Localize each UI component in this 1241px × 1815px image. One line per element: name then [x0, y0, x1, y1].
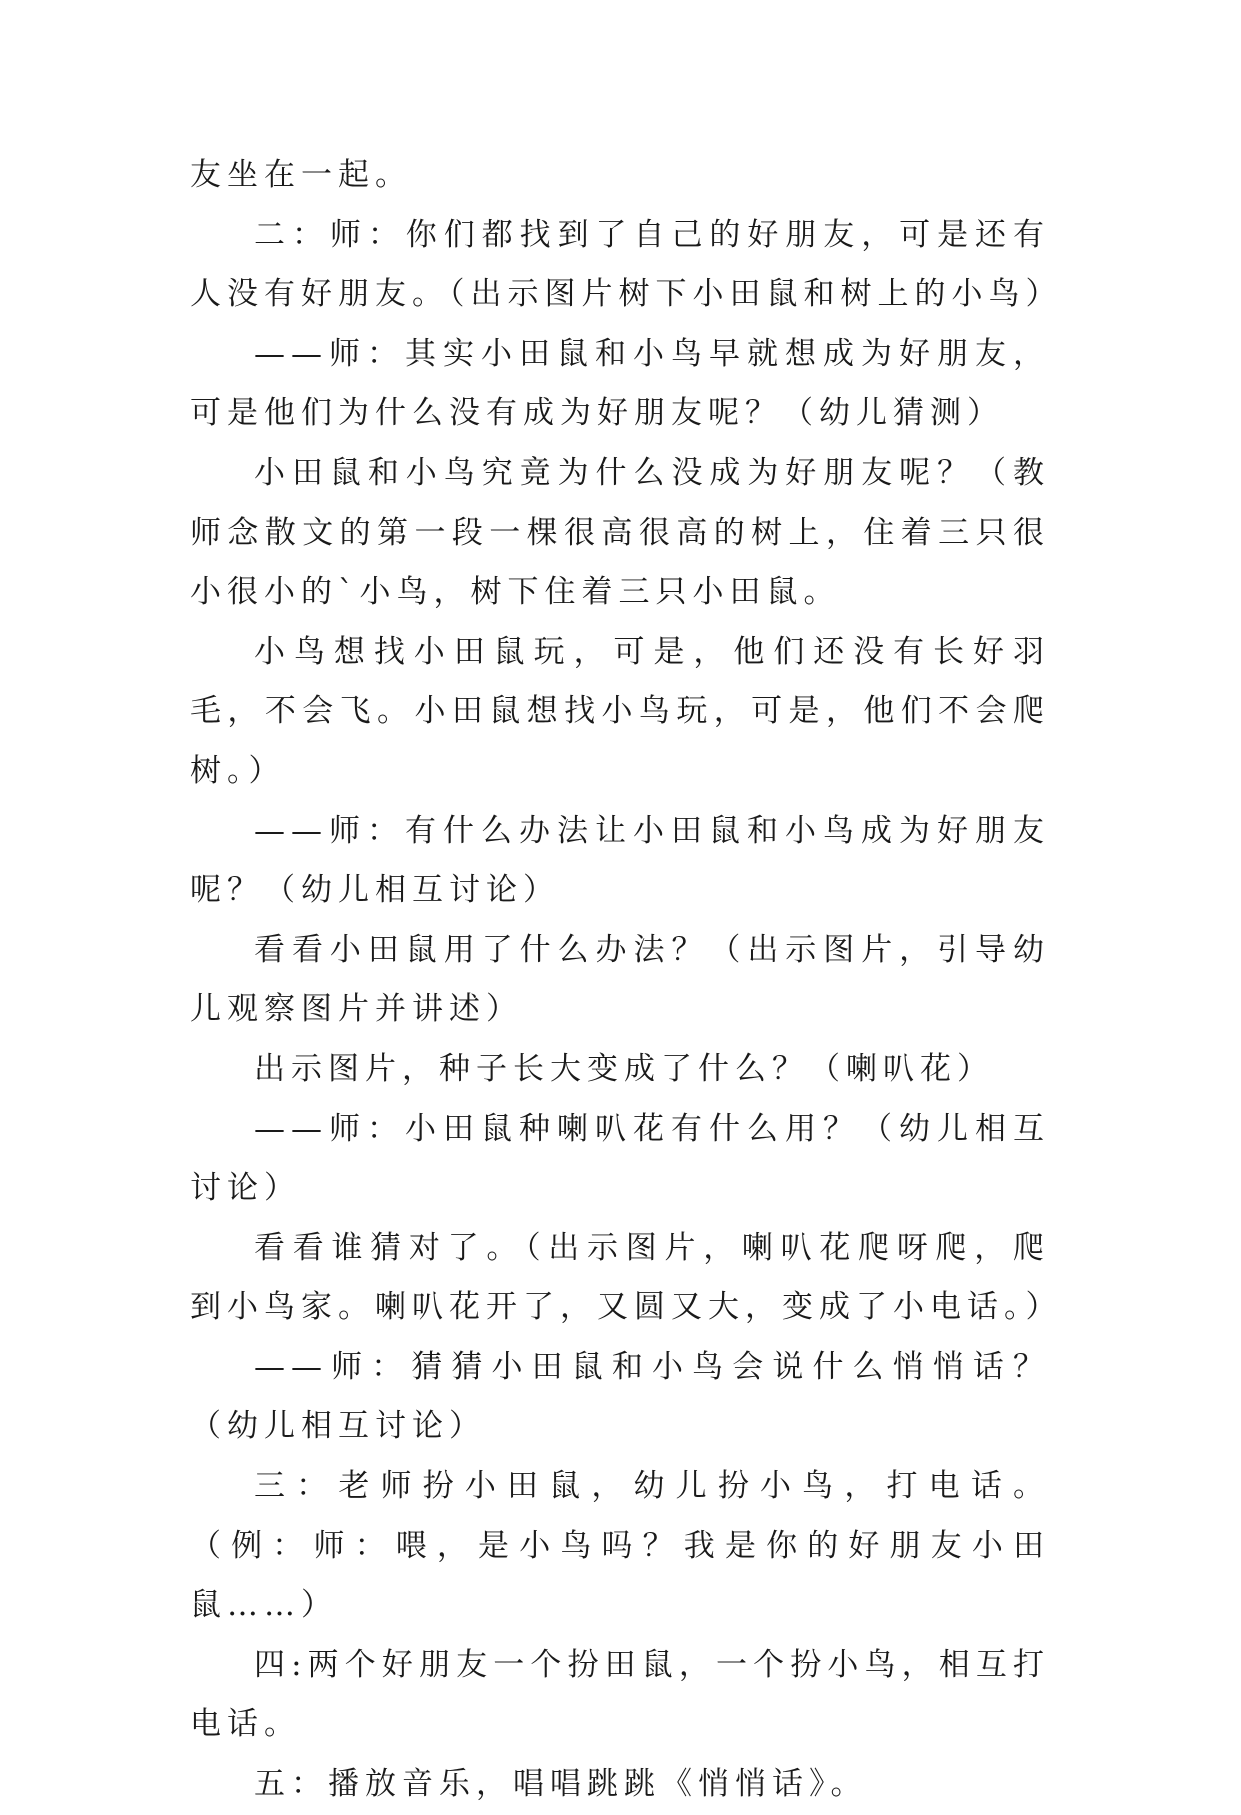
paragraph-teacher-question-method: ——师：有什么办法让小田鼠和小鸟成为好朋友呢？（幼儿相互讨论） [190, 812, 1050, 909]
paragraph-continuation: 友坐在一起。 [190, 157, 412, 193]
paragraph-seed-grows: 出示图片，种子长大变成了什么？（喇叭花） [254, 1050, 994, 1087]
paragraph-teacher-question-use: ——师：小田鼠种喇叭花有什么用？（幼儿相互讨论） [190, 1110, 1050, 1207]
paragraph-guess-right: 看看谁猜对了。（出示图片，喇叭花爬呀爬，爬到小鸟家。喇叭花开了，又圆又大，变成了小电话。） [190, 1229, 1063, 1326]
paragraph-step-three: 三：老师扮小田鼠，幼儿扮小鸟，打电话。（例：师：喂，是小鸟吗？我是你的好朋友小田鼠……） [190, 1468, 1050, 1624]
paragraph-step-five: 五：播放音乐，唱唱跳跳《悄悄话》。 [254, 1766, 868, 1803]
paragraph-prose-reading: 小田鼠和小鸟究竟为什么没成为好朋友呢？（教师念散文的第一段一棵很高很高的树上，住着三只很小很小的`小鸟，树下住着三只小田鼠。 [190, 454, 1050, 611]
paragraph-step-two: 二：师：你们都找到了自己的好朋友，可是还有人没有好朋友。（出示图片树下小田鼠和树上的小鸟） [190, 216, 1063, 313]
paragraph-prose-continued: 小鸟想找小田鼠玩，可是，他们还没有长好羽毛，不会飞。小田鼠想找小鸟玩，可是，他们不会爬树。） [190, 633, 1050, 789]
document-body [190, 146, 1063, 1815]
paragraph-observe-picture: 看看小田鼠用了什么办法？（出示图片，引导幼儿观察图片并讲述） [190, 931, 1050, 1028]
paragraph-step-four: 四:两个好朋友一个扮田鼠，一个扮小鸟，相互打电话。 [190, 1646, 1050, 1743]
paragraph-teacher-question-why: ——师：其实小田鼠和小鸟早就想成为好朋友，可是他们为什么没有成为好朋友呢？（幼儿猜测） [190, 335, 1050, 432]
paragraph-teacher-question-whisper: ——师：猜猜小田鼠和小鸟会说什么悄悄话？（幼儿相互讨论） [190, 1348, 1050, 1445]
